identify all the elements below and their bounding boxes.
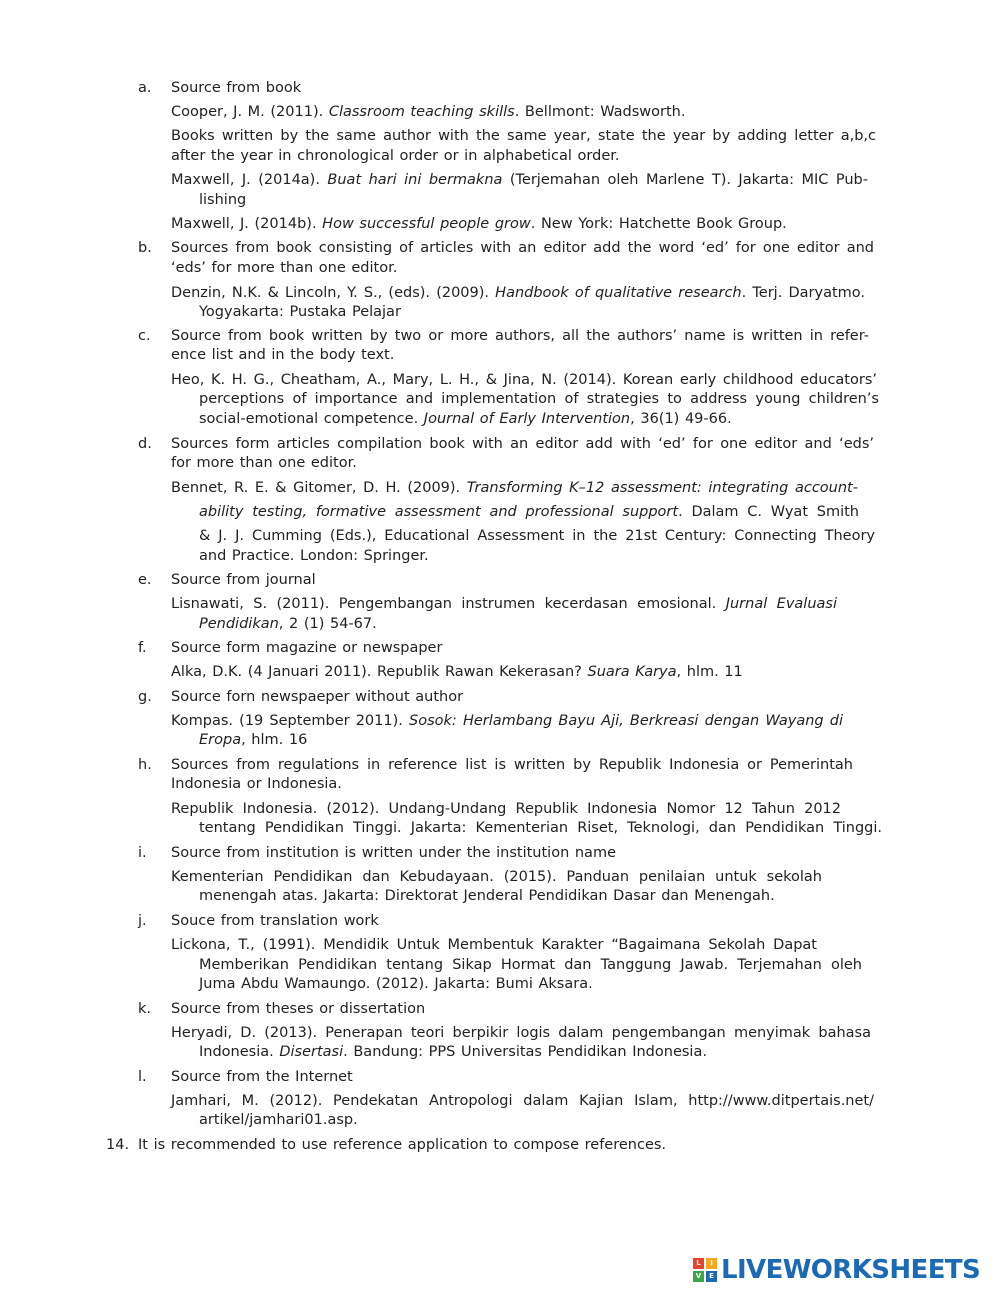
item-k-title: Source from theses or dissertation [171, 1001, 426, 1017]
item-i-letter: i. [138, 845, 147, 861]
item-l-letter: l. [138, 1069, 147, 1085]
reference-entry-continuation: Pendidikan, 2 (1) 54-67. [199, 616, 377, 632]
item-j-title: Souce from translation work [171, 913, 379, 929]
item-a-letter: a. [138, 80, 152, 96]
reference-entry-continuation: tentang Pendidikan Tinggi. Jakarta: Kementerian Riset, Teknologi, dan Pendidikan Tinggi. [199, 820, 882, 836]
item-k-letter: k. [138, 1001, 152, 1017]
item-e-letter: e. [138, 572, 152, 588]
point-14-text: It is recommended to use reference application to compose references. [138, 1137, 667, 1153]
reference-entry: Kementerian Pendidikan dan Kebudayaan. (2015). Panduan penilaian untuk sekolah [171, 869, 822, 885]
reference-entry-continuation: perceptions of importance and implementation of strategies to address young children’s [199, 391, 879, 407]
liveworksheets-logo-icon: L I V E [693, 1258, 717, 1282]
item-d-title-line1: Sources form articles compilation book with an editor add with ‘ed’ for one editor and ‘eds’ [171, 436, 874, 452]
reference-entry-continuation: ability testing, formative assessment and professional support. Dalam C. Wyat Smith [199, 504, 859, 520]
item-d-title-line2: for more than one editor. [171, 455, 357, 471]
reference-entry: Kompas. (19 September 2011). Sosok: Herlambang Bayu Aji, Berkreasi dengan Wayang di [171, 713, 843, 729]
point-14-number: 14. [106, 1137, 130, 1153]
reference-entry: Alka, D.K. (4 Januari 2011). Republik Rawan Kekerasan? Suara Karya, hlm. 11 [171, 664, 743, 680]
item-g-title: Source forn newspaeper without author [171, 689, 464, 705]
item-g-letter: g. [138, 689, 152, 705]
reference-entry: Maxwell, J. (2014a). Buat hari ini bermakna (Terjemahan oleh Marlene T). Jakarta: MIC Pub- [171, 172, 868, 188]
item-a-title: Source from book [171, 80, 302, 96]
item-a-note-line2: after the year in chronological order or in alphabetical order. [171, 148, 620, 164]
reference-entry: Bennet, R. E. & Gitomer, D. H. (2009). Transforming K–12 assessment: integrating account- [171, 480, 858, 496]
reference-entry-continuation: Eropa, hlm. 16 [199, 732, 308, 748]
item-f-letter: f. [138, 640, 147, 656]
reference-entry: Jamhari, M. (2012). Pendekatan Antropologi dalam Kajian Islam, http://www.ditpertais.net/ [171, 1093, 874, 1109]
reference-entry: Cooper, J. M. (2011). Classroom teaching skills. Bellmont: Wadsworth. [171, 104, 686, 120]
reference-entry-continuation: menengah atas. Jakarta: Direktorat Jenderal Pendidikan Dasar dan Menengah. [199, 888, 775, 904]
item-h-title-line1: Sources from regulations in reference list is written by Republik Indonesia or Pemerintah [171, 757, 853, 773]
item-h-title-line2: Indonesia or Indonesia. [171, 776, 342, 792]
reference-entry-continuation: lishing [199, 192, 247, 208]
item-c-title-line2: ence list and in the body text. [171, 347, 395, 363]
item-a-note-line1: Books written by the same author with the same year, state the year by adding letter a,b,c [171, 128, 876, 144]
reference-entry: Republik Indonesia. (2012). Undang-Undang Republik Indonesia Nomor 12 Tahun 2012 [171, 801, 841, 817]
reference-entry: Denzin, N.K. & Lincoln, Y. S., (eds). (2009). Handbook of qualitative research. Terj. Daryatmo. [171, 285, 865, 301]
item-b-title-line2: ‘eds’ for more than one editor. [171, 260, 398, 276]
reference-entry-continuation: Yogyakarta: Pustaka Pelajar [199, 304, 401, 320]
item-h-letter: h. [138, 757, 152, 773]
item-b-title-line1: Sources from book consisting of articles with an editor add the word ‘ed’ for one editor and [171, 240, 874, 256]
item-b-letter: b. [138, 240, 152, 256]
reference-entry: Heo, K. H. G., Cheatham, A., Mary, L. H., & Jina, N. (2014). Korean early childhood educators’ [171, 372, 877, 388]
reference-entry-continuation: Memberikan Pendidikan tentang Sikap Hormat dan Tanggung Jawab. Terjemahan oleh [199, 957, 862, 973]
reference-entry: Lisnawati, S. (2011). Pengembangan instrumen kecerdasan emosional. Jurnal Evaluasi [171, 596, 837, 612]
reference-entry-continuation: Indonesia. Disertasi. Bandung: PPS Universitas Pendidikan Indonesia. [199, 1044, 707, 1060]
reference-entry-continuation: Juma Abdu Wamaungo. (2012). Jakarta: Bumi Aksara. [199, 976, 593, 992]
reference-entry-continuation: & J. J. Cumming (Eds.), Educational Assessment in the 21st Century: Connecting Theory [199, 528, 875, 544]
item-e-title: Source from journal [171, 572, 316, 588]
item-d-letter: d. [138, 436, 152, 452]
item-c-title-line1: Source from book written by two or more authors, all the authors’ name is written in refer- [171, 328, 869, 344]
item-c-letter: c. [138, 328, 151, 344]
reference-entry-continuation: artikel/jamhari01.asp. [199, 1112, 358, 1128]
reference-entry-continuation: and Practice. London: Springer. [199, 548, 429, 564]
reference-entry: Lickona, T., (1991). Mendidik Untuk Membentuk Karakter “Bagaimana Sekolah Dapat [171, 937, 817, 953]
item-i-title: Source from institution is written under the institution name [171, 845, 616, 861]
item-f-title: Source form magazine or newspaper [171, 640, 443, 656]
item-j-letter: j. [138, 913, 147, 929]
liveworksheets-watermark [693, 1254, 980, 1286]
reference-entry: Heryadi, D. (2013). Penerapan teori berpikir logis dalam pengembangan menyimak bahasa [171, 1025, 871, 1041]
item-l-title: Source from the Internet [171, 1069, 353, 1085]
reference-entry-continuation: social-emotional competence. Journal of Early Intervention, 36(1) 49-66. [199, 411, 732, 427]
liveworksheets-wordmark: LIVEWORKSHEETS [721, 1255, 981, 1285]
reference-entry: Maxwell, J. (2014b). How successful people grow. New York: Hatchette Book Group. [171, 216, 787, 232]
